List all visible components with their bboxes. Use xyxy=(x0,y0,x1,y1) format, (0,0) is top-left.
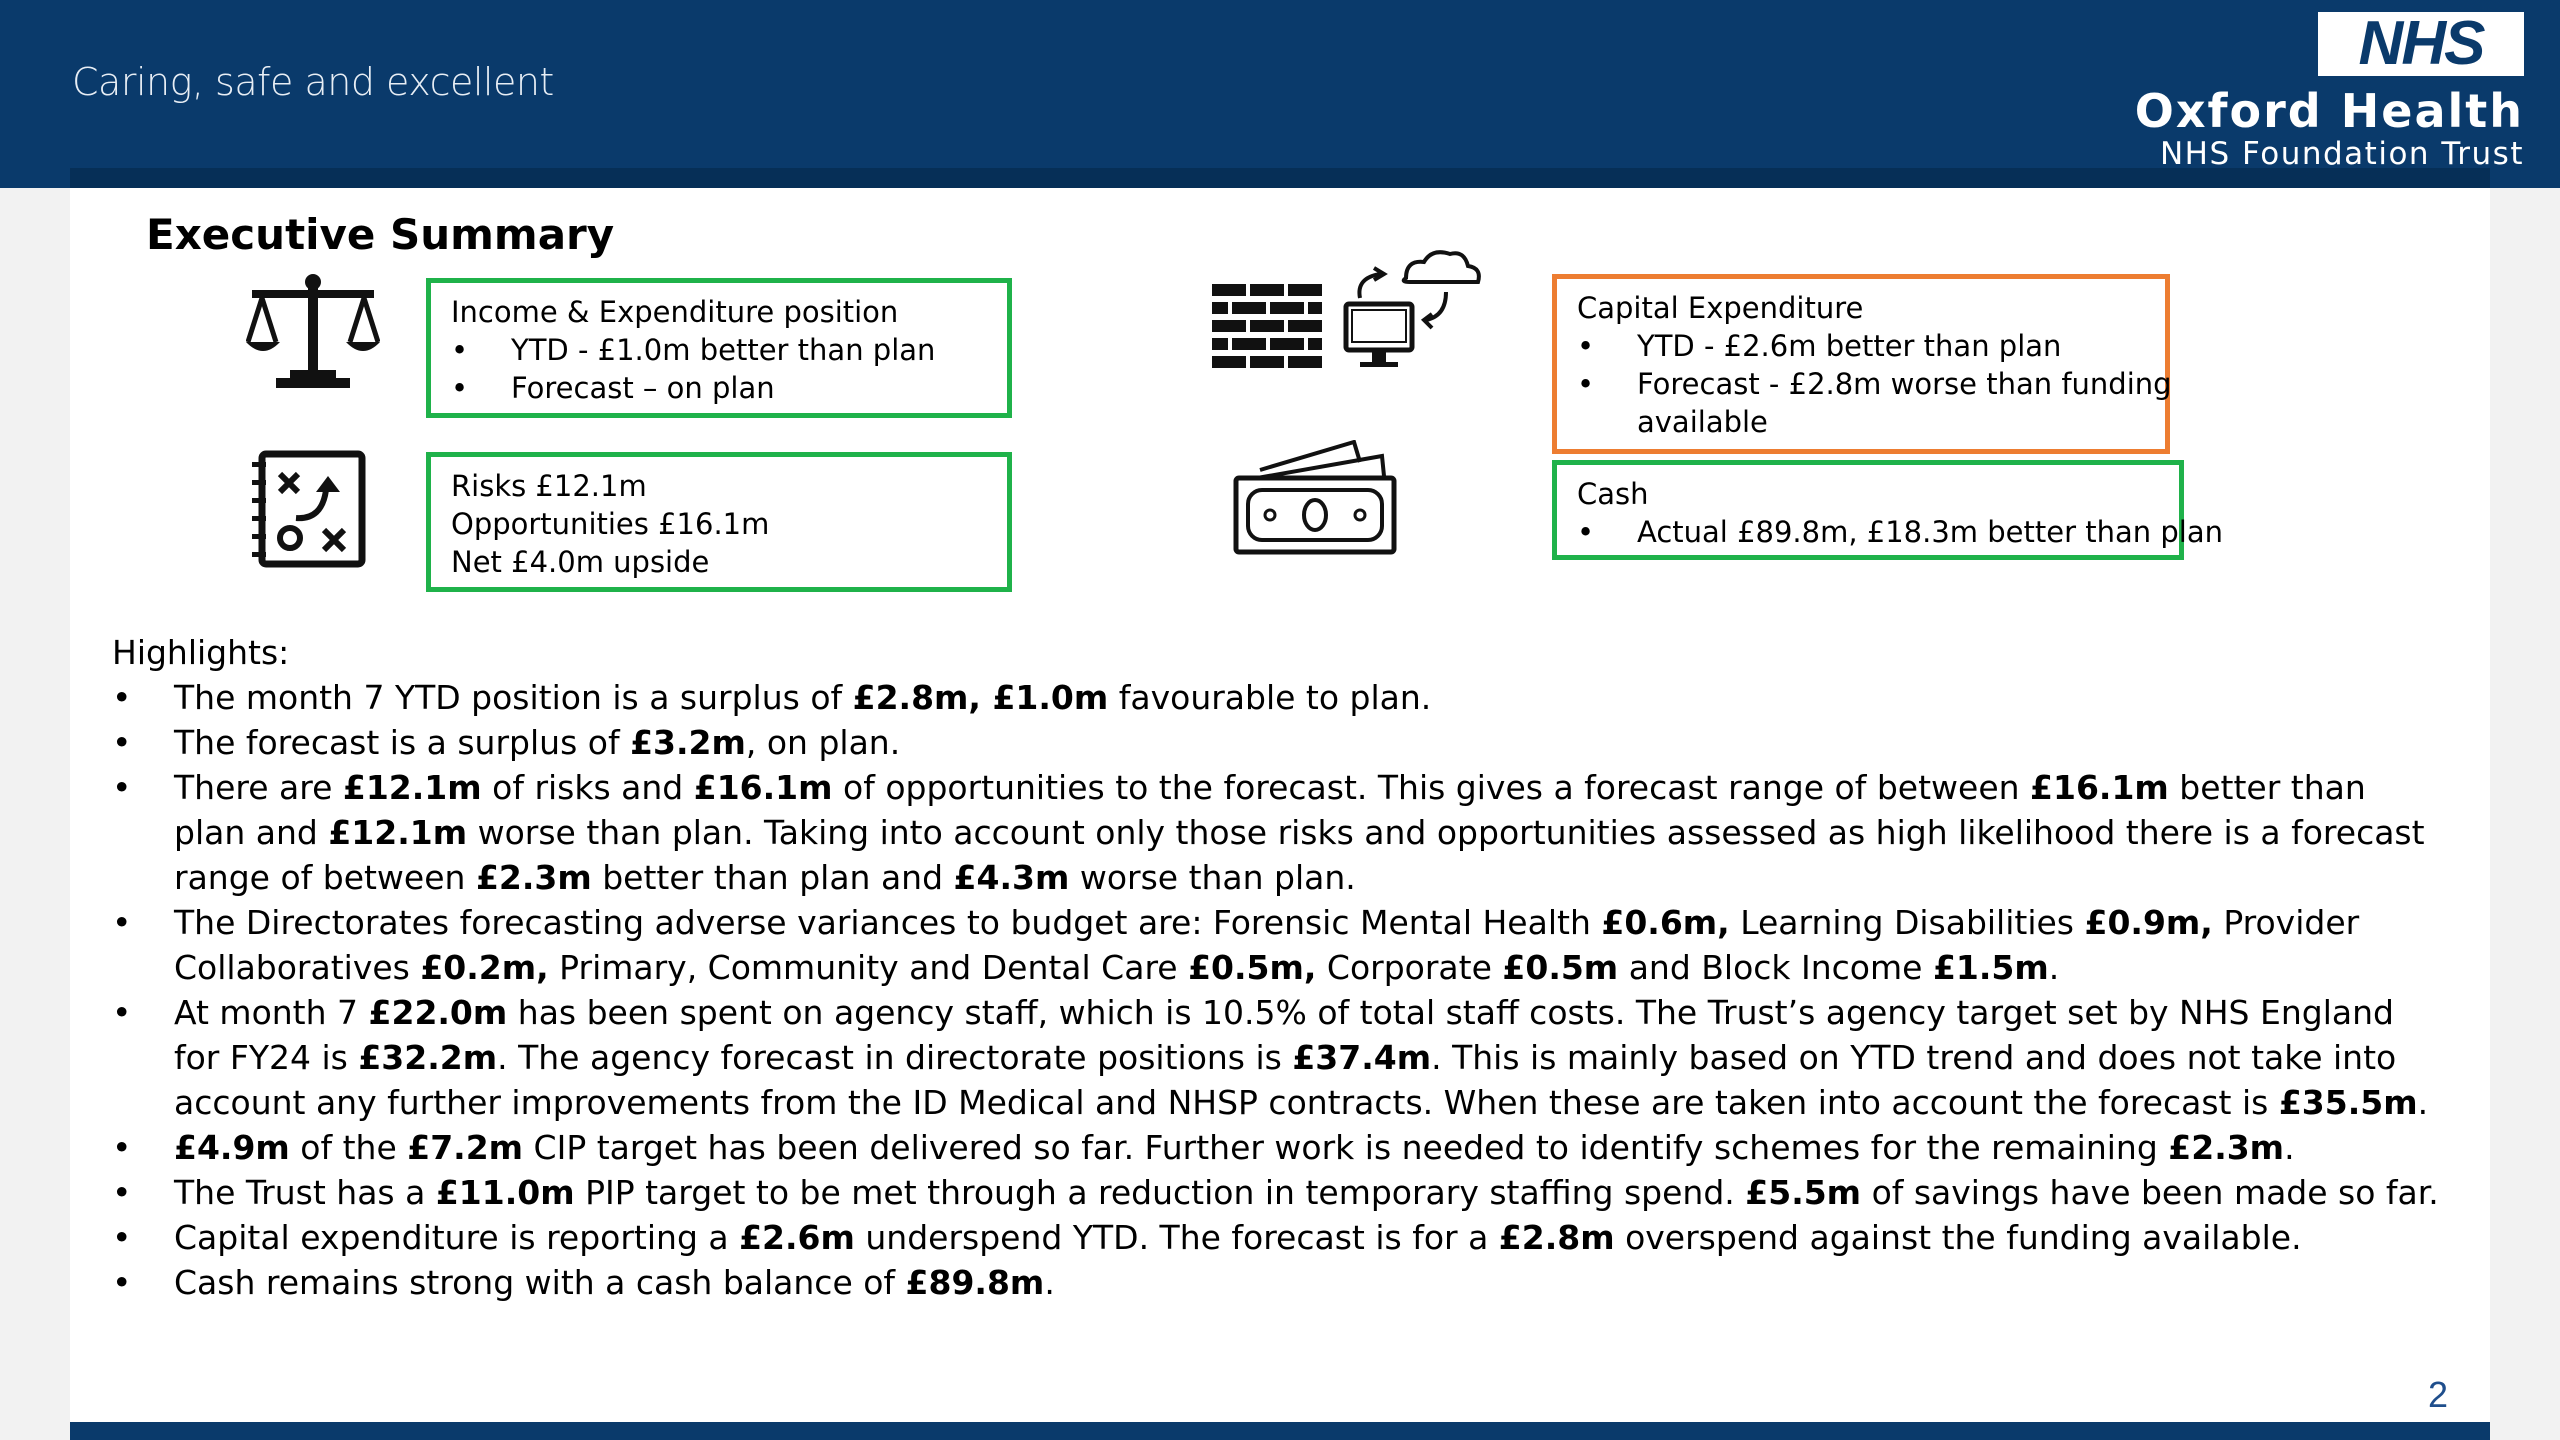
bullet: • xyxy=(112,1263,132,1302)
capital-item xyxy=(1577,327,2145,365)
highlight-item xyxy=(112,990,2442,1125)
highlight-figure: £5.5m xyxy=(1745,1173,1862,1212)
highlight-figure: £7.2m xyxy=(407,1128,524,1167)
highlight-item xyxy=(112,1215,2442,1260)
bullet: • xyxy=(1577,367,1595,401)
highlight-text xyxy=(174,675,2442,720)
nhs-logo-text: NHS xyxy=(2358,9,2484,78)
highlight-text-run: better than plan and xyxy=(174,768,2366,852)
highlight-figure: £35.5m xyxy=(2278,1083,2418,1122)
highlight-figure: £89.8m xyxy=(905,1263,1045,1302)
capital-item-text: available xyxy=(1637,405,1768,439)
net-line: Net £4.0m upside xyxy=(451,545,710,579)
highlight-text xyxy=(174,900,2442,990)
bullet: • xyxy=(1577,515,1595,549)
highlight-figure: £2.6m xyxy=(739,1218,855,1257)
highlight-figure: £11.0m xyxy=(435,1173,575,1212)
highlight-text-run: better than plan and xyxy=(591,858,954,897)
highlight-text xyxy=(174,1170,2442,1215)
highlight-figure: £2.8m xyxy=(1498,1218,1615,1257)
highlight-item xyxy=(112,765,2442,900)
highlights-list xyxy=(112,675,2442,1305)
highlight-figure: £4.3m xyxy=(953,858,1070,897)
highlight-text-run: There are xyxy=(174,768,343,807)
highlight-item xyxy=(112,900,2442,990)
income-item-text: Forecast – on plan xyxy=(511,371,775,405)
highlight-figure: £12.1m xyxy=(328,813,468,852)
brick-wall-cloud-computer-icon xyxy=(1210,248,1482,376)
highlight-figure: £2.8m, £1.0m xyxy=(852,678,1109,717)
highlight-figure: £32.2m xyxy=(358,1038,498,1077)
highlight-text-run: . This is mainly based on YTD trend and does not take into account any further improvements from the ID Medical and NHSP contracts. When these are taken into account the forecast is xyxy=(174,1038,2397,1122)
bullet: • xyxy=(112,993,132,1032)
highlight-item xyxy=(112,1170,2442,1215)
highlight-text-run: The forecast is a surplus of xyxy=(174,723,631,762)
header-divider xyxy=(70,168,2490,188)
highlight-figure: £1.5m xyxy=(1932,948,2049,987)
risks-opportunities-box xyxy=(426,452,1012,592)
bullet: • xyxy=(112,723,132,762)
highlight-text-run: of the xyxy=(289,1128,408,1167)
highlight-text xyxy=(174,1215,2442,1260)
highlight-text-run: PIP target to be met through a reduction in temporary staffing spend. xyxy=(574,1173,1746,1212)
highlight-text-run: overspend against the funding available. xyxy=(1614,1218,2302,1257)
highlight-figure: £0.2m, xyxy=(420,948,549,987)
highlight-item xyxy=(112,1125,2442,1170)
highlight-text-run: Learning Disabilities xyxy=(1729,903,2085,942)
org-name: Oxford Health xyxy=(2134,84,2524,138)
opportunities-line: Opportunities £16.1m xyxy=(451,507,770,541)
bullet: • xyxy=(112,768,132,807)
highlight-figure: £4.9m xyxy=(174,1128,290,1167)
highlight-text-run: The month 7 YTD position is a surplus of xyxy=(174,678,853,717)
highlight-text-run: favourable to plan. xyxy=(1108,678,1432,717)
highlight-text-run: The Directorates forecasting adverse variances to budget are: Forensic Mental Health xyxy=(174,903,1602,942)
capital-item-text: YTD - £2.6m better than plan xyxy=(1637,329,2062,363)
highlight-figure: £16.1m xyxy=(693,768,833,807)
cash-box xyxy=(1552,460,2223,560)
bullet: • xyxy=(451,333,469,367)
highlight-figure: £16.1m xyxy=(2030,768,2169,807)
income-item xyxy=(451,369,987,407)
highlight-figure: £3.2m xyxy=(630,723,746,762)
bullet: • xyxy=(112,1128,132,1167)
capital-expenditure-box xyxy=(1552,274,2170,454)
highlight-text-run: . xyxy=(2048,948,2060,987)
capital-heading: Capital Expenditure xyxy=(1577,291,1864,325)
highlight-figure: £37.4m xyxy=(1292,1038,1432,1077)
page-title: Executive Summary xyxy=(146,210,615,259)
capital-item xyxy=(1577,365,2172,403)
highlight-text-run: of opportunities to the forecast. This gives a forecast range of between xyxy=(832,768,2031,807)
bullet: • xyxy=(1577,329,1595,363)
highlight-text-run: Capital expenditure is reporting a xyxy=(174,1218,740,1257)
highlight-text xyxy=(174,1260,2442,1305)
highlight-text-run: of savings have been made so far. xyxy=(1861,1173,2439,1212)
highlight-text-run: . xyxy=(2284,1128,2295,1167)
highlight-text-run: worse than plan. xyxy=(1069,858,1356,897)
org-subtitle: NHS Foundation Trust xyxy=(2159,136,2524,172)
page-number: 2 xyxy=(2428,1374,2449,1415)
highlight-item xyxy=(112,675,2442,720)
income-heading: Income & Expenditure position xyxy=(451,295,899,329)
highlight-text-run: underspend YTD. The forecast is for a xyxy=(854,1218,1499,1257)
highlight-text-run: . xyxy=(1044,1263,1055,1302)
highlight-text xyxy=(174,1125,2442,1170)
trust-tagline: Caring, safe and excellent xyxy=(72,60,554,104)
income-item xyxy=(451,331,987,369)
highlight-item xyxy=(112,1260,2442,1305)
bullet: • xyxy=(112,903,132,942)
footer-bar xyxy=(70,1422,2490,1440)
bullet: • xyxy=(112,1218,132,1257)
highlight-figure: £2.3m xyxy=(2168,1128,2285,1167)
cash-item-text: Actual £89.8m, £18.3m better than plan xyxy=(1637,515,2223,549)
highlight-text-run: of risks and xyxy=(481,768,694,807)
income-item-text: YTD - £1.0m better than plan xyxy=(511,333,936,367)
highlight-text-run: has been spent on agency staff, which is 10.5% of total staff costs. The Trust’s agency target set by NHS England for FY24 is xyxy=(174,993,2394,1077)
highlight-text-run: Corporate xyxy=(1316,948,1503,987)
nhs-logo xyxy=(2318,9,2524,78)
banknotes-icon xyxy=(1232,440,1400,558)
bullet: • xyxy=(112,1173,132,1212)
highlight-text-run: . The agency forecast in directorate positions is xyxy=(497,1038,1293,1077)
highlight-text xyxy=(174,765,2442,900)
highlight-figure: £12.1m xyxy=(342,768,482,807)
highlight-figure: £0.6m, xyxy=(1601,903,1730,942)
risks-line: Risks £12.1m xyxy=(451,469,647,503)
highlight-text-run: The Trust has a xyxy=(174,1173,436,1212)
highlight-text xyxy=(174,720,2442,765)
highlight-item xyxy=(112,720,2442,765)
highlight-figure: £0.5m xyxy=(1502,948,1619,987)
bullet: • xyxy=(451,371,469,405)
highlight-text-run: At month 7 xyxy=(174,993,369,1032)
highlight-text-run: , on plan. xyxy=(745,723,901,762)
bullet: • xyxy=(112,678,132,717)
highlight-figure: £0.5m, xyxy=(1188,948,1317,987)
balance-scales-icon xyxy=(246,272,380,396)
highlight-figure: £2.3m xyxy=(475,858,592,897)
highlight-text-run: Provider Collaboratives xyxy=(174,903,2360,987)
highlight-text-run: . xyxy=(2417,1083,2429,1122)
highlight-text-run: worse than plan. Taking into account only those risks and opportunities assessed as high likelihood there is a forecast range of between xyxy=(174,813,2425,897)
highlights-section xyxy=(112,630,2442,1305)
cash-item xyxy=(1577,513,2223,551)
capital-item-text: Forecast - £2.8m worse than funding xyxy=(1637,367,2172,401)
highlight-text-run: Primary, Community and Dental Care xyxy=(548,948,1189,987)
strategy-board-icon xyxy=(252,450,368,570)
highlight-text-run: CIP target has been delivered so far. Further work is needed to identify schemes for the remaining xyxy=(523,1128,2169,1167)
cash-heading: Cash xyxy=(1577,477,1649,511)
capital-item-continuation xyxy=(1577,403,2145,441)
highlight-text-run: and Block Income xyxy=(1618,948,1933,987)
highlights-heading: Highlights: xyxy=(112,633,290,672)
highlight-text-run: Cash remains strong with a cash balance of xyxy=(174,1263,906,1302)
income-expenditure-box xyxy=(426,278,1012,418)
highlight-text xyxy=(174,990,2442,1125)
highlight-figure: £0.9m, xyxy=(2084,903,2213,942)
highlight-figure: £22.0m xyxy=(368,993,508,1032)
